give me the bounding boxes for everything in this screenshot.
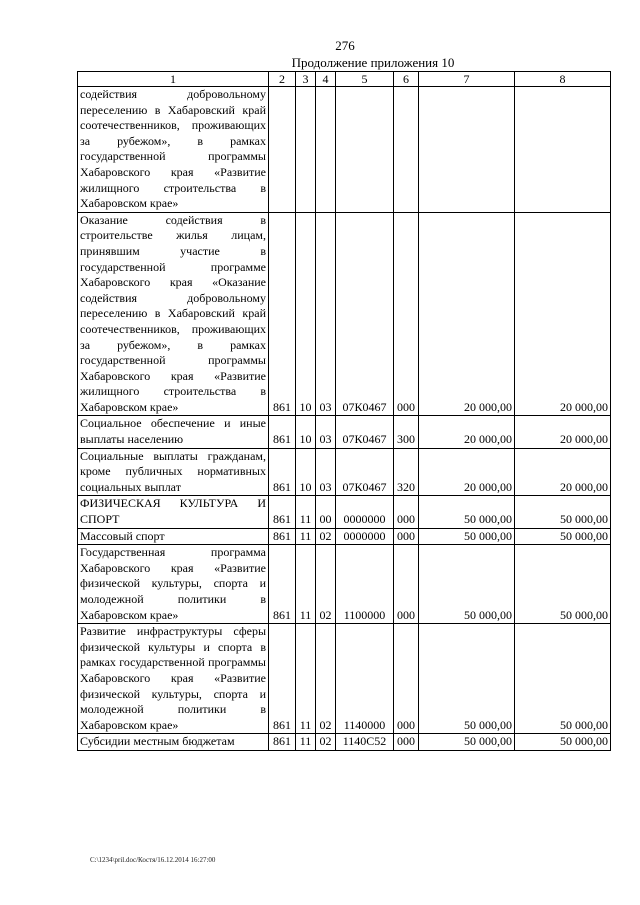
- row-sum-7: 50 000,00: [419, 496, 515, 528]
- row-code-5: 0000000: [336, 528, 394, 545]
- header-col-8: 8: [515, 72, 611, 87]
- table-row: [78, 448, 611, 496]
- row-code-3: 10: [296, 416, 316, 448]
- row-sum-7: 50 000,00: [419, 528, 515, 545]
- row-code-4: 03: [316, 212, 336, 416]
- row-sum-7: 50 000,00: [419, 624, 515, 734]
- row-sum-7: 20 000,00: [419, 212, 515, 416]
- row-code-2: 861: [269, 416, 296, 448]
- table-row: [78, 212, 611, 416]
- row-sum-7: 50 000,00: [419, 734, 515, 751]
- row-code-2: 861: [269, 528, 296, 545]
- row-code-4: 02: [316, 528, 336, 545]
- row-code-6: [394, 87, 419, 213]
- header-col-4: 4: [316, 72, 336, 87]
- row-code-5: [336, 87, 394, 213]
- table-row: [78, 624, 611, 734]
- budget-table: [77, 71, 611, 751]
- row-name: Развитие инфраструктуры сферы физической культуры и спорта в рамках государственной программы Хабаровского края «Развитие физической культуры, спорта и молодежной политики в Хабаровском крае»: [78, 624, 269, 734]
- row-code-6: 300: [394, 416, 419, 448]
- row-sum-8: 50 000,00: [515, 545, 611, 624]
- header-col-2: 2: [269, 72, 296, 87]
- row-code-3: 11: [296, 528, 316, 545]
- table-row: [78, 545, 611, 624]
- row-code-5: 07К0467: [336, 448, 394, 496]
- row-name: Оказание содействия в строительстве жилья лицам, принявшим участие в государственной программе Хабаровского края «Оказание содействия добровольному переселению в Хабаровский край соотечественников, проживающих за рубежом», в рамках государственной программы Хабаровского края «Развитие жилищного строительства в Хабаровском крае»: [78, 212, 269, 416]
- row-sum-8: 50 000,00: [515, 624, 611, 734]
- row-code-6: 000: [394, 496, 419, 528]
- row-code-5: 0000000: [336, 496, 394, 528]
- row-code-5: 07К0467: [336, 212, 394, 416]
- row-name: Массовый спорт: [78, 528, 269, 545]
- row-name: Социальные выплаты гражданам, кроме публичных нормативных социальных выплат: [78, 448, 269, 496]
- appendix-continuation-note: Продолжение приложения 10: [291, 55, 455, 70]
- row-code-4: [316, 87, 336, 213]
- table-row: [78, 87, 611, 213]
- row-code-6: 320: [394, 448, 419, 496]
- header-col-3: 3: [296, 72, 316, 87]
- row-code-2: 861: [269, 212, 296, 416]
- row-sum-8: 20 000,00: [515, 212, 611, 416]
- header-col-1: 1: [78, 72, 269, 87]
- row-sum-8: 50 000,00: [515, 496, 611, 528]
- row-code-3: 11: [296, 496, 316, 528]
- row-code-6: 000: [394, 545, 419, 624]
- row-sum-8: 50 000,00: [515, 734, 611, 751]
- row-code-6: 000: [394, 528, 419, 545]
- row-code-4: 03: [316, 448, 336, 496]
- row-code-4: 00: [316, 496, 336, 528]
- row-name: ФИЗИЧЕСКАЯ КУЛЬТУРА И СПОРТ: [78, 496, 269, 528]
- row-code-3: [296, 87, 316, 213]
- row-name: содействия добровольному переселению в Хабаровский край соотечественников, проживающих за рубежом», в рамках государственной программы Хабаровского края «Развитие жилищного строительства в Хабаровском крае»: [78, 87, 269, 213]
- row-code-6: 000: [394, 624, 419, 734]
- table-header-row: [78, 72, 611, 87]
- table-row: [78, 528, 611, 545]
- row-code-3: 11: [296, 734, 316, 751]
- row-sum-7: 20 000,00: [419, 448, 515, 496]
- row-code-2: 861: [269, 624, 296, 734]
- row-name: Социальное обеспечение и иные выплаты населению: [78, 416, 269, 448]
- header-col-6: 6: [394, 72, 419, 87]
- row-code-3: 10: [296, 212, 316, 416]
- row-code-5: 1140С52: [336, 734, 394, 751]
- page-number: 276: [335, 38, 355, 53]
- row-code-3: 11: [296, 624, 316, 734]
- row-code-4: 02: [316, 734, 336, 751]
- row-code-6: 000: [394, 212, 419, 416]
- row-name: Субсидии местным бюджетам: [78, 734, 269, 751]
- row-code-2: 861: [269, 545, 296, 624]
- row-code-5: 07К0467: [336, 416, 394, 448]
- row-code-3: 10: [296, 448, 316, 496]
- row-sum-7: 20 000,00: [419, 416, 515, 448]
- header-col-7: 7: [419, 72, 515, 87]
- row-code-4: 02: [316, 624, 336, 734]
- table-row: [78, 734, 611, 751]
- row-code-6: 000: [394, 734, 419, 751]
- table-row: [78, 496, 611, 528]
- row-code-2: 861: [269, 496, 296, 528]
- row-sum-7: [419, 87, 515, 213]
- footer-file-path: C:\1234\pril.doc/Костя/16.12.2014 16:27:00: [90, 856, 216, 864]
- row-code-3: 11: [296, 545, 316, 624]
- row-code-4: 02: [316, 545, 336, 624]
- row-code-5: 1100000: [336, 545, 394, 624]
- header-col-5: 5: [336, 72, 394, 87]
- row-sum-8: 20 000,00: [515, 448, 611, 496]
- row-sum-8: 50 000,00: [515, 528, 611, 545]
- row-sum-8: 20 000,00: [515, 416, 611, 448]
- table-row: [78, 416, 611, 448]
- row-code-5: 1140000: [336, 624, 394, 734]
- row-sum-8: [515, 87, 611, 213]
- row-code-2: 861: [269, 448, 296, 496]
- row-sum-7: 50 000,00: [419, 545, 515, 624]
- row-code-2: 861: [269, 734, 296, 751]
- row-name: Государственная программа Хабаровского края «Развитие физической культуры, спорта и молодежной политики в Хабаровском крае»: [78, 545, 269, 624]
- row-code-2: [269, 87, 296, 213]
- row-code-4: 03: [316, 416, 336, 448]
